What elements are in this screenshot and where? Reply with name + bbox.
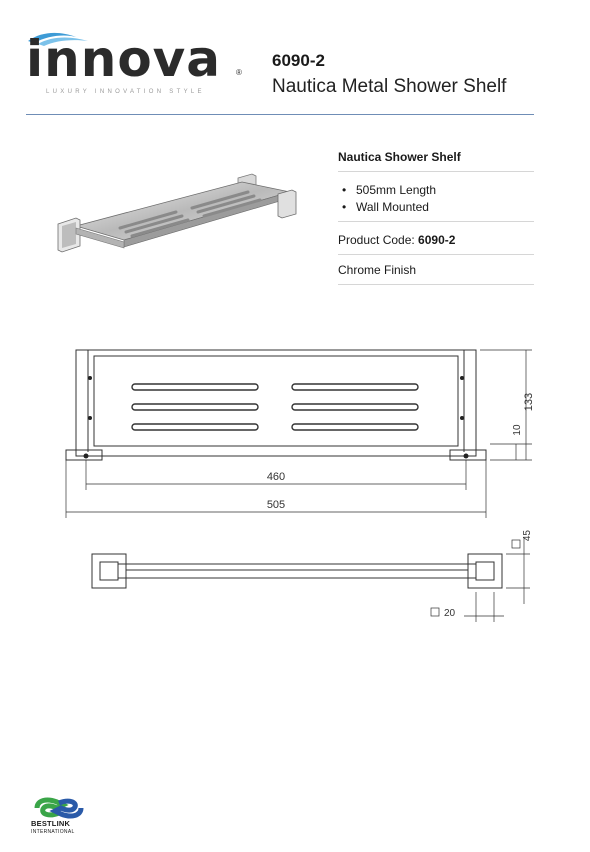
dimension-label-plate-square: 45 bbox=[522, 530, 533, 542]
plan-view-drawing bbox=[60, 528, 540, 628]
dimension-label-height: 133 bbox=[523, 392, 535, 412]
spec-finish: Chrome Finish bbox=[338, 263, 534, 285]
bestlink-logo-icon bbox=[33, 796, 85, 820]
dimension-label-inner-width: 460 bbox=[266, 471, 286, 483]
product-image bbox=[46, 170, 308, 280]
bestlink-logo-subtitle: INTERNATIONAL bbox=[31, 829, 75, 835]
brand-tagline: LUXURY INNOVATION STYLE bbox=[46, 89, 205, 95]
brand-logo: innova bbox=[26, 30, 222, 88]
header-divider bbox=[26, 114, 534, 115]
spec-title: Nautica Shower Shelf bbox=[338, 150, 534, 172]
product-name-heading: Nautica Metal Shower Shelf bbox=[272, 76, 507, 97]
brand-registered-mark: ® bbox=[236, 68, 242, 77]
dimension-label-overall-width: 505 bbox=[266, 499, 286, 511]
bullet: • bbox=[342, 200, 347, 214]
product-code-heading: 6090-2 bbox=[272, 51, 325, 70]
spec-feature-text: 505mm Length bbox=[356, 183, 437, 197]
spec-feature bbox=[338, 183, 534, 197]
spec-feature-text: Wall Mounted bbox=[356, 200, 429, 214]
front-elevation-drawing bbox=[60, 340, 540, 530]
spec-product-code bbox=[338, 233, 534, 255]
bullet: • bbox=[342, 183, 347, 197]
dimension-label-thickness: 10 bbox=[512, 424, 523, 436]
dimension-label-tube-square: 20 bbox=[444, 608, 456, 619]
spec-feature bbox=[338, 200, 534, 222]
bestlink-logo-name: BESTLINK bbox=[31, 819, 71, 828]
spec-code-label: Product Code: bbox=[338, 233, 419, 247]
spec-code-value: 6090-2 bbox=[418, 233, 456, 247]
